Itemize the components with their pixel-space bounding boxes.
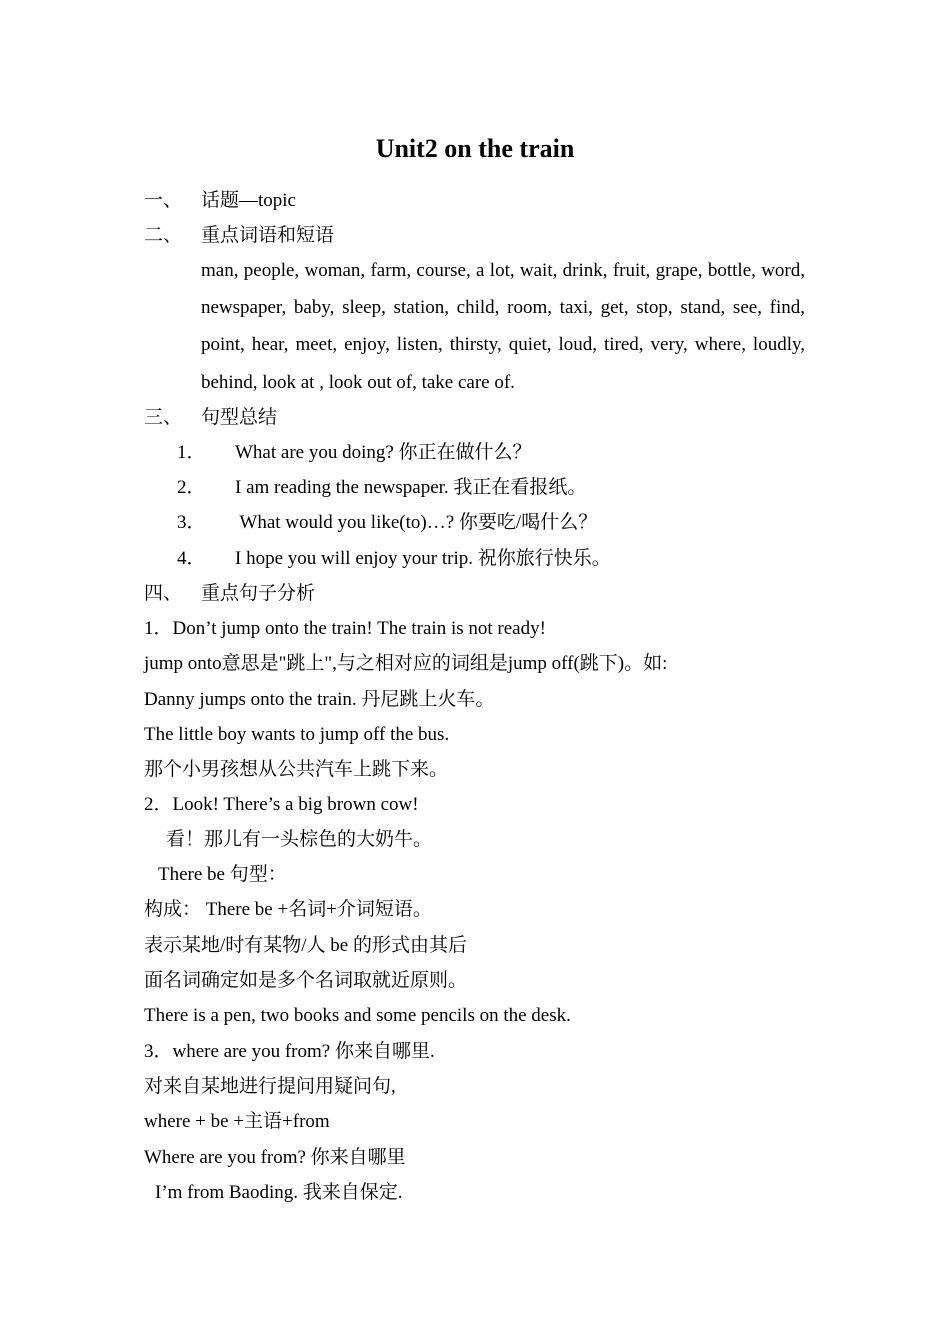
vocab-line: newspaper, baby, sleep, station, child, room, taxi, get, stop, stand, see, find,	[201, 297, 805, 318]
analysis-line: 那个小男孩想从公共汽车上跳下来。	[144, 759, 449, 780]
analysis-line: 2．Look! There’s a big brown cow!	[144, 794, 419, 815]
analysis-line: There be 句型：	[158, 864, 287, 885]
section-4-heading: 重点句子分析	[201, 583, 316, 604]
analysis-line: 面名词确定如是多个名词取就近原则。	[144, 970, 468, 991]
analysis-line: Danny jumps onto the train. 丹尼跳上火车。	[144, 689, 495, 710]
pattern-text: I am reading the newspaper. 我正在看报纸。	[235, 477, 587, 498]
analysis-line: 3．where are you from? 你来自哪里.	[144, 1041, 435, 1062]
pattern-number: 3．	[177, 512, 206, 533]
pattern-text: I hope you will enjoy your trip. 祝你旅行快乐。	[235, 548, 611, 569]
vocab-line: behind, look at , look out of, take care of.	[201, 372, 515, 393]
analysis-line: 对来自某地进行提问用疑问句,	[144, 1076, 396, 1097]
analysis-line: I’m from Baoding. 我来自保定.	[155, 1182, 403, 1203]
analysis-line: jump onto意思是"跳上",与之相对应的词组是jump off(跳下)。如:	[144, 653, 668, 674]
pattern-number: 1．	[177, 442, 206, 463]
analysis-line: where + be +主语+from	[144, 1111, 330, 1132]
pattern-text: What would you like(to)…? 你要吃/喝什么？	[235, 512, 598, 533]
section-1-heading: 话题—topic	[201, 190, 296, 211]
analysis-line: 表示某地/时有某物/人 be 的形式由其后	[144, 935, 467, 956]
section-1-marker: 一、	[144, 190, 183, 211]
vocab-line: point, hear, meet, enjoy, listen, thirsty, quiet, loud, tired, very, where, loudly,	[201, 334, 805, 355]
vocab-line: man, people, woman, farm, course, a lot, wait, drink, fruit, grape, bottle, word,	[201, 260, 805, 281]
analysis-line: Where are you from? 你来自哪里	[144, 1147, 406, 1168]
section-4-marker: 四、	[144, 583, 183, 604]
section-2-heading: 重点词语和短语	[201, 225, 335, 246]
analysis-line: The little boy wants to jump off the bus.	[144, 724, 450, 745]
analysis-line: 1．Don’t jump onto the train! The train is not ready!	[144, 618, 546, 639]
pattern-text: What are you doing? 你正在做什么？	[235, 442, 532, 463]
analysis-line: 构成： There be +名词+介词短语。	[144, 899, 432, 920]
analysis-line: There is a pen, two books and some pencils on the desk.	[144, 1005, 571, 1026]
section-3-heading: 句型总结	[201, 407, 278, 428]
page-title: Unit2 on the train	[375, 134, 575, 163]
section-3-marker: 三、	[144, 407, 183, 428]
analysis-line: 看！那儿有一头棕色的大奶牛。	[166, 829, 433, 850]
section-2-marker: 二、	[144, 225, 183, 246]
pattern-number: 2．	[177, 477, 206, 498]
pattern-number: 4．	[177, 548, 206, 569]
